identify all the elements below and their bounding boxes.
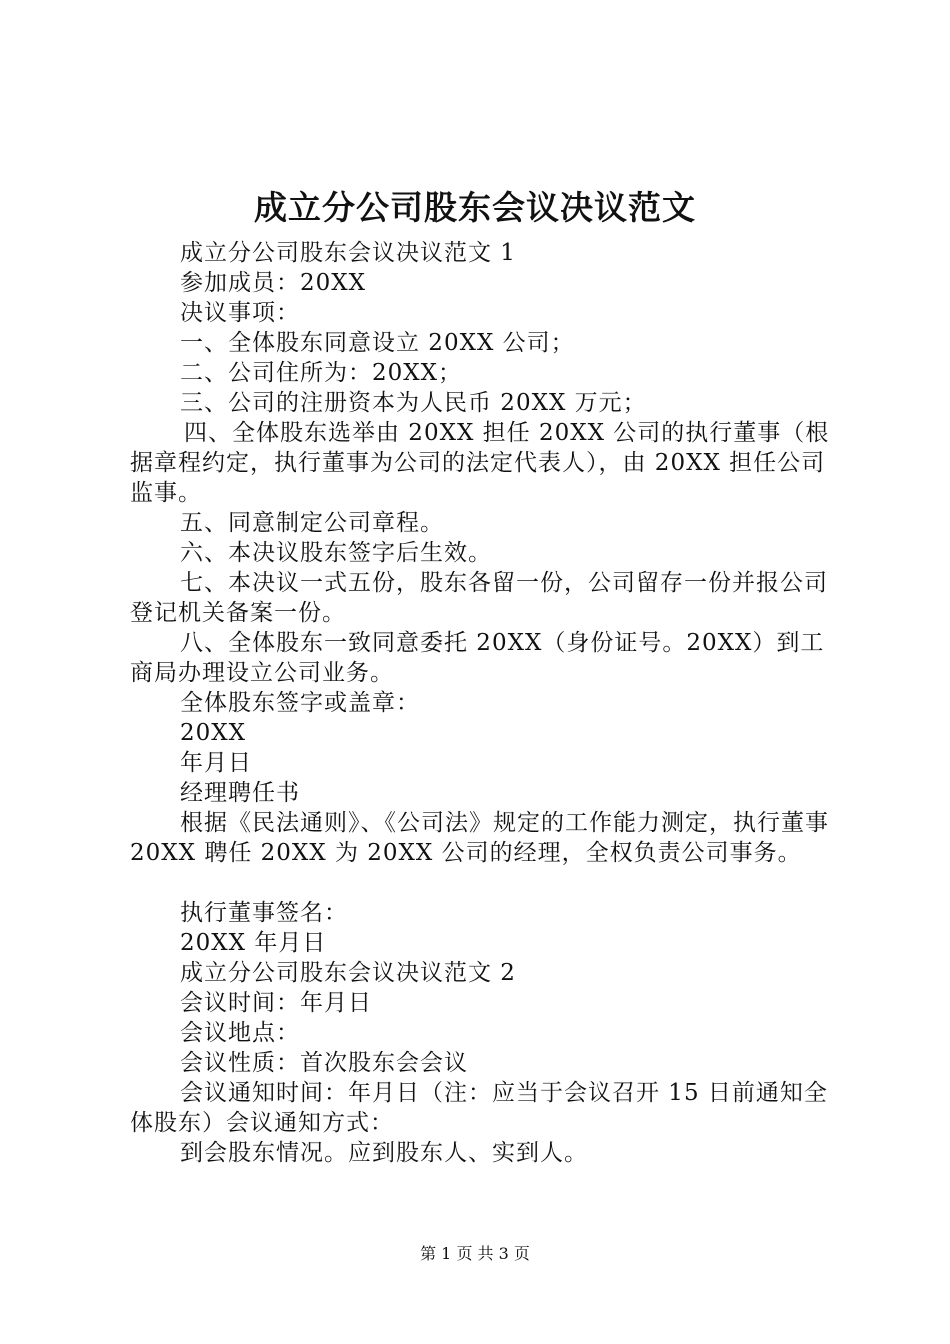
paragraph: 成立分公司股东会议决议范文 2 <box>180 960 516 986</box>
paragraph: 全体股东签字或盖章： <box>180 690 420 716</box>
blank-line <box>130 868 830 898</box>
paragraph: 会议时间：年月日 <box>180 990 372 1016</box>
paragraph: 20XX 年月日 <box>180 930 327 956</box>
document-body <box>130 238 830 1168</box>
paragraph: 五、同意制定公司章程。 <box>180 510 444 536</box>
paragraph: 三、公司的注册资本为人民币 20XX 万元； <box>180 390 647 416</box>
page-footer: 第 1 页 共 3 页 <box>420 1244 530 1263</box>
paragraph: 一、全体股东同意设立 20XX 公司； <box>180 330 575 356</box>
paragraph: 二、公司住所为：20XX； <box>180 360 463 386</box>
paragraph: 四、全体股东选举由 20XX 担任 20XX 公司的执行董事（根据章程约定，执行董事为公司的法定代表人），由 20XX 担任公司监事。 <box>130 420 830 506</box>
paragraph: 经理聘任书 <box>180 780 300 806</box>
paragraph: 八、全体股东一致同意委托 20XX（身份证号。20XX）到工商局办理设立公司业务。 <box>130 630 825 686</box>
paragraph: 七、本决议一式五份，股东各留一份，公司留存一份并报公司登记机关备案一份。 <box>130 570 828 626</box>
paragraph: 20XX <box>180 720 247 746</box>
paragraph: 年月日 <box>180 750 252 776</box>
paragraph: 会议通知时间：年月日（注：应当于会议召开 15 日前通知全体股东）会议通知方式： <box>130 1080 828 1136</box>
paragraph: 到会股东情况。应到股东人、实到人。 <box>180 1140 588 1166</box>
paragraph: 六、本决议股东签字后生效。 <box>180 540 492 566</box>
paragraph: 会议性质：首次股东会会议 <box>180 1050 468 1076</box>
paragraph: 参加成员：20XX <box>180 270 367 296</box>
paragraph: 决议事项： <box>180 300 300 326</box>
paragraph: 成立分公司股东会议决议范文 1 <box>180 240 516 266</box>
paragraph: 根据《民法通则》、《公司法》规定的工作能力测定，执行董事 20XX 聘任 20XX 为 20XX 公司的经理，全权负责公司事务。 <box>130 810 829 866</box>
document-title: 成立分公司股东会议决议范文 <box>254 188 696 227</box>
paragraph: 会议地点： <box>180 1020 300 1046</box>
paragraph: 执行董事签名： <box>180 900 348 926</box>
